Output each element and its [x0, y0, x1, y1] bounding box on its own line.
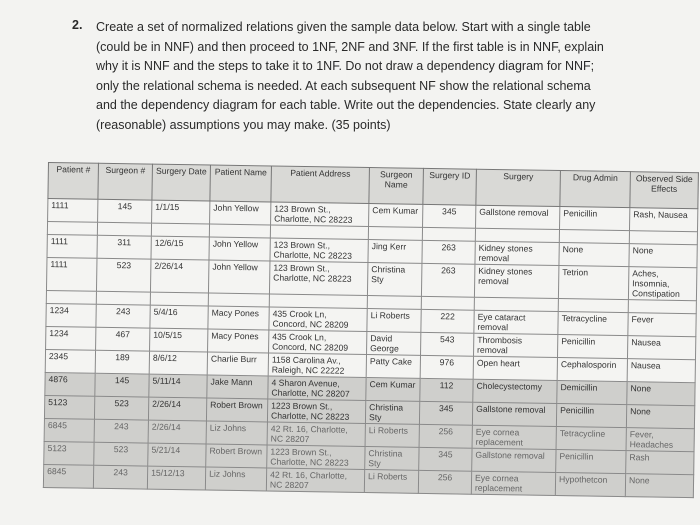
- table-cell: Li Roberts: [367, 309, 421, 333]
- table-cell: Liz Johns: [205, 467, 266, 491]
- spacer-cell: [209, 224, 270, 238]
- table-cell: 145: [95, 373, 149, 397]
- table-cell: 1111: [46, 257, 97, 291]
- table-cell: Patty Cake: [366, 355, 420, 379]
- table-cell: John Yellow: [208, 260, 270, 294]
- table-cell: Penicillin: [557, 335, 627, 359]
- table-cell: 4876: [45, 372, 95, 396]
- table-cell: 5/11/14: [149, 374, 207, 398]
- table-cell: 2345: [45, 349, 95, 373]
- table-cell: Christina Sty: [365, 447, 419, 471]
- table-cell: Cholecystectomy: [473, 379, 557, 403]
- table-cell: 5/4/16: [150, 305, 208, 329]
- table-cell: 263: [422, 240, 475, 264]
- sample-data-table-photo: [43, 162, 698, 512]
- spacer-cell: [46, 290, 96, 304]
- table-cell: Gallstone removal: [472, 402, 556, 426]
- question-line: (could be in NNF) and then proceed to 1NF, 2NF and 3NF. If the first table is in NNF, explain: [96, 39, 604, 54]
- spacer-cell: [96, 291, 150, 305]
- col-header: Patient Address: [271, 166, 370, 204]
- table-cell: 5123: [44, 441, 94, 465]
- spacer-cell: [629, 231, 697, 245]
- table-cell: 1111: [48, 199, 98, 223]
- table-cell: Christina Sty: [365, 401, 419, 425]
- table-cell: Tetracycline: [556, 427, 626, 451]
- table-cell: 189: [95, 350, 149, 374]
- table-cell: 123 Brown St., Charlotte, NC 28223: [271, 202, 369, 227]
- table-cell: 2/26/14: [148, 420, 206, 444]
- table-cell: 12/6/15: [151, 236, 209, 260]
- question-line: Create a set of normalized relations given the sample data below. Start with a single table: [96, 20, 591, 34]
- table-cell: John Yellow: [210, 201, 271, 225]
- spacer-cell: [97, 222, 151, 236]
- question-line: (reasonable) assumptions you may make. (35 points): [96, 117, 391, 132]
- table-cell: 467: [96, 327, 150, 351]
- table-cell: 4 Sharon Avenue, Charlotte, NC 28207: [268, 376, 366, 401]
- table-cell: 435 Crook Ln, Concord, NC 28209: [269, 307, 367, 332]
- table-cell: 123 Brown St., Charlotte, NC 28223: [269, 261, 368, 296]
- table-cell: 1111: [47, 234, 97, 258]
- table-cell: Li Roberts: [365, 424, 419, 448]
- table-cell: Robert Brown: [206, 398, 267, 422]
- question-number: 2.: [72, 18, 83, 32]
- table-cell: 976: [420, 355, 473, 379]
- table-cell: Nausea: [627, 336, 695, 360]
- col-header: Surgeon #: [98, 163, 153, 200]
- col-header: Surgeon Name: [369, 168, 424, 205]
- table-cell: Rash, Nausea: [629, 208, 697, 232]
- table-cell: 6845: [44, 418, 94, 442]
- table-cell: Nausea: [627, 359, 695, 383]
- table-cell: Fever: [628, 313, 696, 337]
- table-cell: Li Roberts: [364, 470, 418, 494]
- question-line: and the dependency diagram for each table. Write out the dependencies. State clearly any: [96, 98, 596, 112]
- sample-data-table: [43, 162, 699, 498]
- table-cell: Eye cornea replacement: [472, 425, 556, 449]
- table-cell: Aches, Insomnia, Constipation: [628, 267, 697, 301]
- spacer-cell: [421, 296, 474, 310]
- table-cell: David George: [367, 332, 421, 356]
- table-cell: 1/1/15: [152, 200, 210, 224]
- table-cell: 2/26/14: [148, 397, 206, 421]
- table-cell: 1223 Brown St., Charlotte, NC 28223: [267, 445, 365, 470]
- col-header: Patient Name: [210, 165, 272, 202]
- table-cell: Penicillin: [556, 450, 626, 474]
- spacer-cell: [208, 293, 269, 307]
- table-cell: 435 Crook Ln, Concord, NC 28209: [269, 330, 367, 355]
- table-cell: Macy Pones: [208, 329, 269, 353]
- col-header: Surgery: [476, 169, 561, 206]
- table-cell: John Yellow: [209, 237, 270, 261]
- spacer-cell: [422, 227, 475, 241]
- table-cell: 15/12/13: [147, 466, 205, 490]
- table-cell: 42 Rt. 16, Charlotte, NC 28207: [266, 468, 364, 493]
- spacer-cell: [47, 222, 97, 236]
- spacer-cell: [558, 299, 628, 313]
- table-cell: Jing Kerr: [368, 240, 422, 264]
- table-cell: 345: [419, 447, 472, 471]
- table-cell: Kidney stones removal: [475, 241, 559, 265]
- table-cell: Hypothetcon: [555, 473, 625, 497]
- table-cell: Rash: [626, 451, 694, 475]
- table-cell: None: [627, 382, 695, 406]
- table-cell: 8/6/12: [149, 351, 207, 375]
- table-cell: 1234: [46, 303, 96, 327]
- table-cell: 1234: [46, 326, 96, 350]
- table-cell: Tetrion: [558, 266, 629, 300]
- table-cell: None: [625, 474, 693, 498]
- table-cell: Gallstone removal: [472, 448, 556, 472]
- table-cell: Cem Kumar: [366, 378, 420, 402]
- col-header: Observed Side Effects: [630, 172, 699, 209]
- table-cell: Christina Sty: [367, 263, 422, 297]
- table-cell: Eye cataract removal: [474, 310, 558, 334]
- spacer-cell: [559, 230, 629, 244]
- table-cell: Demicillin: [557, 381, 627, 405]
- table-cell: 1223 Brown St., Charlotte, NC 28223: [267, 399, 365, 424]
- table-cell: 222: [421, 309, 474, 333]
- table-cell: 42 Rt. 16, Charlotte, NC 28207: [267, 422, 365, 447]
- table-cell: None: [626, 405, 694, 429]
- question-line: why it is NNF and the steps to take it to 1NF. Do not draw a dependency diagram for NNF;: [96, 59, 595, 73]
- table-cell: Fever, Headaches: [626, 428, 694, 452]
- table-cell: Open heart: [473, 356, 557, 380]
- table-cell: 243: [93, 465, 147, 489]
- spacer-cell: [628, 300, 696, 314]
- table-cell: 1158 Carolina Av., Raleigh, NC 22222: [268, 353, 366, 378]
- table-cell: Liz Johns: [206, 421, 267, 445]
- spacer-cell: [474, 297, 558, 311]
- table-cell: 311: [97, 235, 151, 259]
- spacer-cell: [151, 223, 209, 237]
- table-cell: 5/21/14: [148, 443, 206, 467]
- table-cell: 263: [421, 263, 475, 297]
- spacer-cell: [475, 228, 559, 242]
- spacer-cell: [367, 296, 421, 310]
- question-text: [96, 18, 676, 135]
- table-cell: 145: [98, 199, 152, 223]
- table-cell: None: [629, 244, 697, 268]
- table-cell: 2/26/14: [150, 259, 209, 293]
- table-cell: 345: [419, 401, 472, 425]
- table-cell: 5123: [44, 395, 94, 419]
- table-cell: 523: [94, 396, 148, 420]
- table-cell: 523: [96, 258, 151, 292]
- col-header: Drug Admin: [560, 171, 631, 208]
- table-cell: 345: [423, 204, 476, 228]
- table-cell: 256: [418, 470, 471, 494]
- table-cell: Robert Brown: [206, 444, 267, 468]
- table-cell: Cem Kumar: [369, 204, 423, 228]
- spacer-cell: [150, 292, 208, 306]
- table-cell: 243: [96, 304, 150, 328]
- col-header: Patient #: [48, 163, 99, 200]
- table-cell: 123 Brown St., Charlotte, NC 28223: [270, 238, 368, 263]
- table-cell: Thrombosis removal: [474, 333, 558, 357]
- table-cell: None: [559, 243, 629, 267]
- table-cell: Gallstone removal: [476, 205, 560, 229]
- spacer-cell: [368, 227, 422, 241]
- table-cell: Charlie Burr: [207, 352, 268, 376]
- table-cell: Jake Mann: [207, 375, 268, 399]
- table-cell: Cephalosporin: [557, 358, 627, 382]
- table-cell: Penicillin: [560, 207, 630, 231]
- table-cell: 543: [421, 332, 474, 356]
- table-cell: Eye cornea replacement: [471, 471, 555, 495]
- question-line: only the relational schema is needed. At each subsequent NF show the relational schema: [96, 78, 591, 93]
- table-cell: 256: [419, 424, 472, 448]
- table-cell: Macy Pones: [208, 306, 269, 330]
- col-header: Surgery ID: [423, 168, 477, 205]
- table-cell: Penicillin: [556, 404, 626, 428]
- col-header: Surgery Date: [152, 164, 211, 201]
- table-cell: 10/5/15: [150, 328, 208, 352]
- table-cell: Tetracycline: [558, 312, 628, 336]
- table-cell: Kidney stones removal: [474, 264, 559, 298]
- table-cell: 112: [420, 378, 473, 402]
- table-cell: 243: [94, 419, 148, 443]
- table-cell: 6845: [43, 464, 93, 488]
- table-cell: 523: [94, 442, 148, 466]
